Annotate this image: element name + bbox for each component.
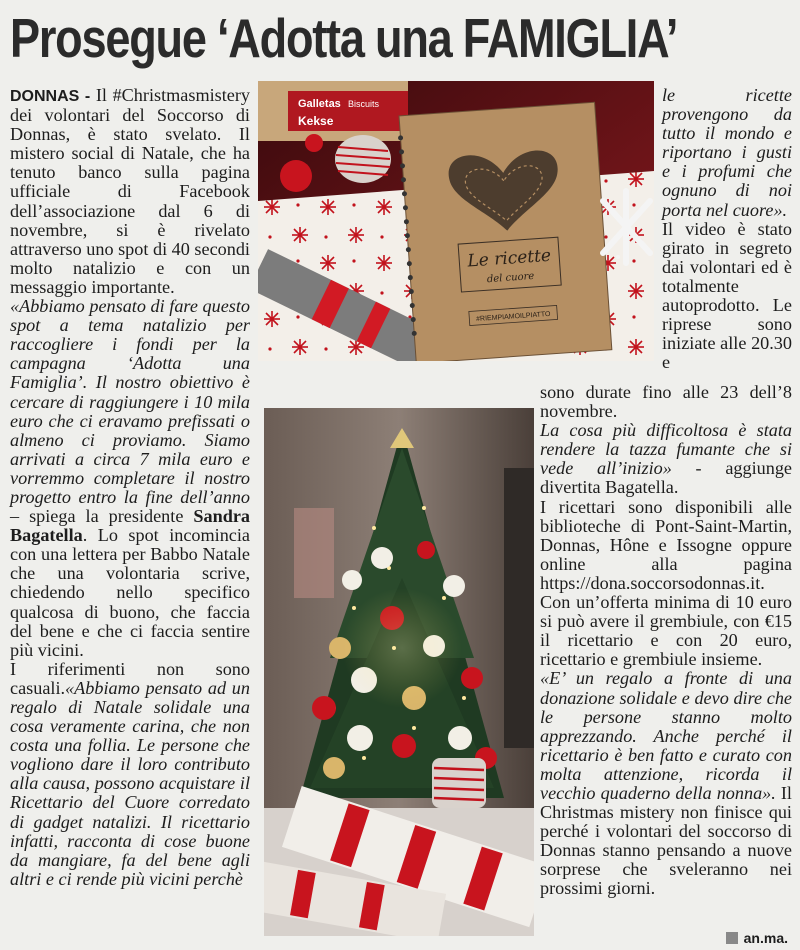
attribution-text: – spiega la presidente: [10, 506, 194, 527]
paragraph-duration: sono durate fino alle 23 dell’8 novembre.: [540, 382, 792, 422]
paragraph-video: Il video è stato girato in segreto dai volontari ed è totalmente autoprodotto. Le riprese sono iniziate alle 20.30 e: [662, 218, 792, 373]
notebook-scene-illustration: [258, 81, 654, 361]
paragraph-quote-1: [10, 297, 250, 660]
body-text: Il Christmas mistery non finisce qui perché i volontari del soccorso di Donnas stanno pensando a nuove sorprese che sveleranno nei prossimi giorni.: [540, 782, 792, 899]
paragraph-closing: [540, 669, 792, 898]
article-column-left: [10, 86, 250, 946]
photo-recipe-notebook: [258, 81, 654, 361]
author-signature: [726, 930, 788, 946]
speaker-name: Sandra Bagatella: [10, 506, 250, 546]
article-column-right-bottom: [540, 383, 792, 899]
notebook-subtitle: del cuore: [486, 270, 535, 286]
paragraph-intro: [10, 86, 250, 297]
box-label-2: Kekse: [298, 114, 334, 128]
signature-text: an.ma.: [743, 930, 788, 946]
paragraph-references: [10, 660, 250, 889]
quote-continuation: le ricette provengono da tutto il mondo e riportano i gusti e i profumi che ognuno di noi porta nel cuore».: [662, 85, 792, 220]
headline: Prosegue ‘Adotta una FAMIGLIA’: [10, 7, 678, 69]
body-text: I riferimenti non sono casuali.: [10, 658, 250, 698]
paragraph-difficulty: [540, 421, 792, 497]
quote-text: «Abbiamo pensato di fare questo spot a tema natalizio per raccogliere i fondi per la campagna ‘Adotta una Famiglia’. Il nostro obiettivo è cercare di raggiungere i 10 mila euro che ci eravamo prefissati o almeno ci proviamo. Siamo arrivati a circa 7 mila euro e vorremmo completare il nostro progetto entro la fine dell’anno: [10, 296, 250, 507]
notebook-title: Le ricette: [466, 245, 552, 272]
dateline: DONNAS -: [10, 88, 91, 105]
photo-christmas-tree: [264, 408, 534, 936]
body-text: - aggiunge divertita Bagatella.: [540, 458, 792, 498]
quote-text: «E’ un regalo a fronte di una donazione solidale e devo dire che le persone stanno molto apprezzando. Anche perché il ricettario è ben fatto e curato con molta attenzione, ricorda il vecchio quaderno della nonna».: [540, 668, 792, 803]
quote-text: La cosa più difficoltosa è stata rendere la tazza fumante che si vede all’inizio»: [540, 420, 792, 479]
box-label-1: Galletas: [298, 98, 341, 110]
paragraph-offer: Con un’offerta minima di 10 euro si può avere il grembiule, con €15 il ricettario e con 20 euro, ricettario e grembiule insieme.: [540, 592, 792, 670]
paragraph-availability: I ricettari sono disponibili alle biblioteche di Pont-Saint-Martin, Donnas, Hône e Issogne oppure online alla pagina https://dona.soccorsodonnas.it.: [540, 496, 792, 593]
notebook-tag: #RIEMPIAMOILPIATTO: [475, 310, 551, 324]
signature-square-icon: [726, 932, 738, 944]
intro-text: Il #Christmasmistery dei volontari del Soccorso di Donnas, è stato svelato. Il mistero social di Natale, che ha tenuto banco sulla pagina ufficiale di Facebook dell’associazione dal 6 di novembre, si è rivelato attraverso uno spot di 40 secondi molto natalizio e con un messaggio importante.: [10, 85, 250, 297]
body-text: . Lo spot incomincia con una lettera per Babbo Natale che una volontaria scrive, chiedendo nello specifico qualcosa di buono, che faccia del bene e che ci faccia sentire più vicini.: [10, 525, 250, 660]
box-label-3: Biscuits: [348, 99, 380, 109]
quote-text: «Abbiamo pensato ad un regalo di Natale solidale una cosa veramente carina, che non costa una follia. Le persone che vogliono dare il loro contributo alla causa, possono acquistare il Ricettario del Cuore corredato di gadget natalizi. Il ricettario infatti, racconta di cose buone da mangiare, fa del bene agli altri e ci rende più vicini perchè: [10, 677, 250, 889]
article-column-right-top: [662, 86, 792, 372]
christmas-tree-illustration: [264, 408, 534, 936]
